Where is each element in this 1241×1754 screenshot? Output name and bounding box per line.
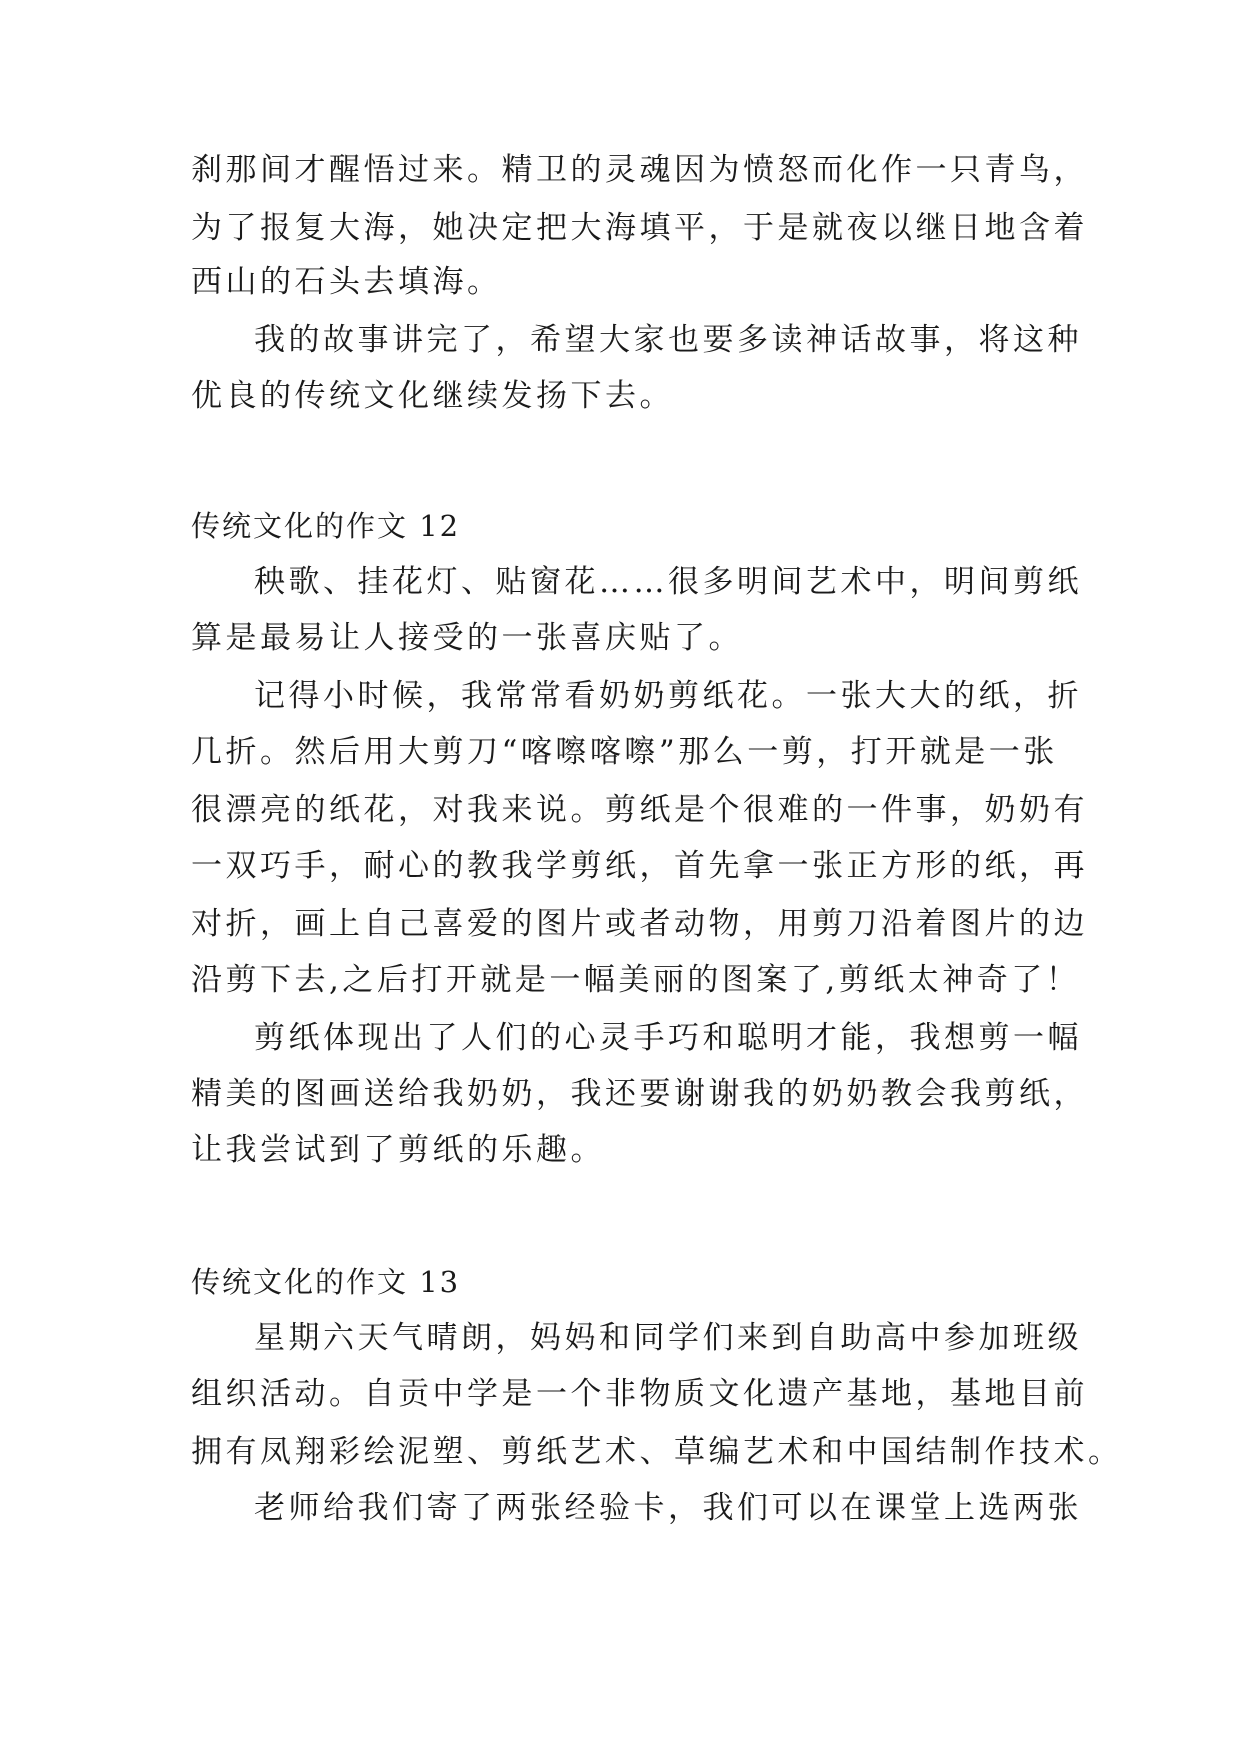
section-title: 传统文化的作文 12 (191, 509, 461, 543)
paragraph-line: 我的故事讲完了，希望大家也要多读神话故事，将这种 (254, 322, 1082, 358)
paragraph-line: 一双巧手，耐心的教我学剪纸，首先拿一张正方形的纸，再 (191, 848, 1088, 884)
paragraph-line: 让我尝试到了剪纸的乐趣。 (191, 1132, 605, 1168)
paragraph-line: 为了报复大海，她决定把大海填平，于是就夜以继日地含着 (191, 210, 1088, 246)
paragraph-line: 几折。然后用大剪刀“喀嚓喀嚓”那么一剪，打开就是一张 (191, 734, 1058, 770)
paragraph-line: 刹那间才醒悟过来。精卫的灵魂因为愤怒而化作一只青鸟， (191, 152, 1088, 188)
paragraph-line: 对折，画上自己喜爱的图片或者动物，用剪刀沿着图片的边 (191, 906, 1088, 942)
paragraph-line: 组织活动。自贡中学是一个非物质文化遗产基地，基地目前 (191, 1376, 1088, 1412)
paragraph-line: 算是最易让人接受的一张喜庆贴了。 (191, 620, 743, 656)
paragraph-line: 西山的石头去填海。 (191, 264, 502, 300)
paragraph-line: 拥有凤翔彩绘泥塑、剪纸艺术、草编艺术和中国结制作技术。 (191, 1434, 1123, 1470)
paragraph-line: 剪纸体现出了人们的心灵手巧和聪明才能，我想剪一幅 (254, 1020, 1082, 1056)
paragraph-line: 星期六天气晴朗，妈妈和同学们来到自助高中参加班级 (254, 1320, 1082, 1356)
paragraph-line: 秧歌、挂花灯、贴窗花……很多明间艺术中，明间剪纸 (254, 564, 1082, 600)
section-title: 传统文化的作文 13 (191, 1265, 461, 1299)
paragraph-line: 沿剪下去,之后打开就是一幅美丽的图案了,剪纸太神奇了！ (191, 962, 1081, 998)
paragraph-line: 记得小时候，我常常看奶奶剪纸花。一张大大的纸，折 (254, 678, 1082, 714)
paragraph-line: 精美的图画送给我奶奶，我还要谢谢我的奶奶教会我剪纸， (191, 1076, 1088, 1112)
paragraph-line: 优良的传统文化继续发扬下去。 (191, 378, 674, 414)
paragraph-line: 老师给我们寄了两张经验卡，我们可以在课堂上选两张 (254, 1490, 1082, 1526)
paragraph-line: 很漂亮的纸花，对我来说。剪纸是个很难的一件事，奶奶有 (191, 792, 1088, 828)
